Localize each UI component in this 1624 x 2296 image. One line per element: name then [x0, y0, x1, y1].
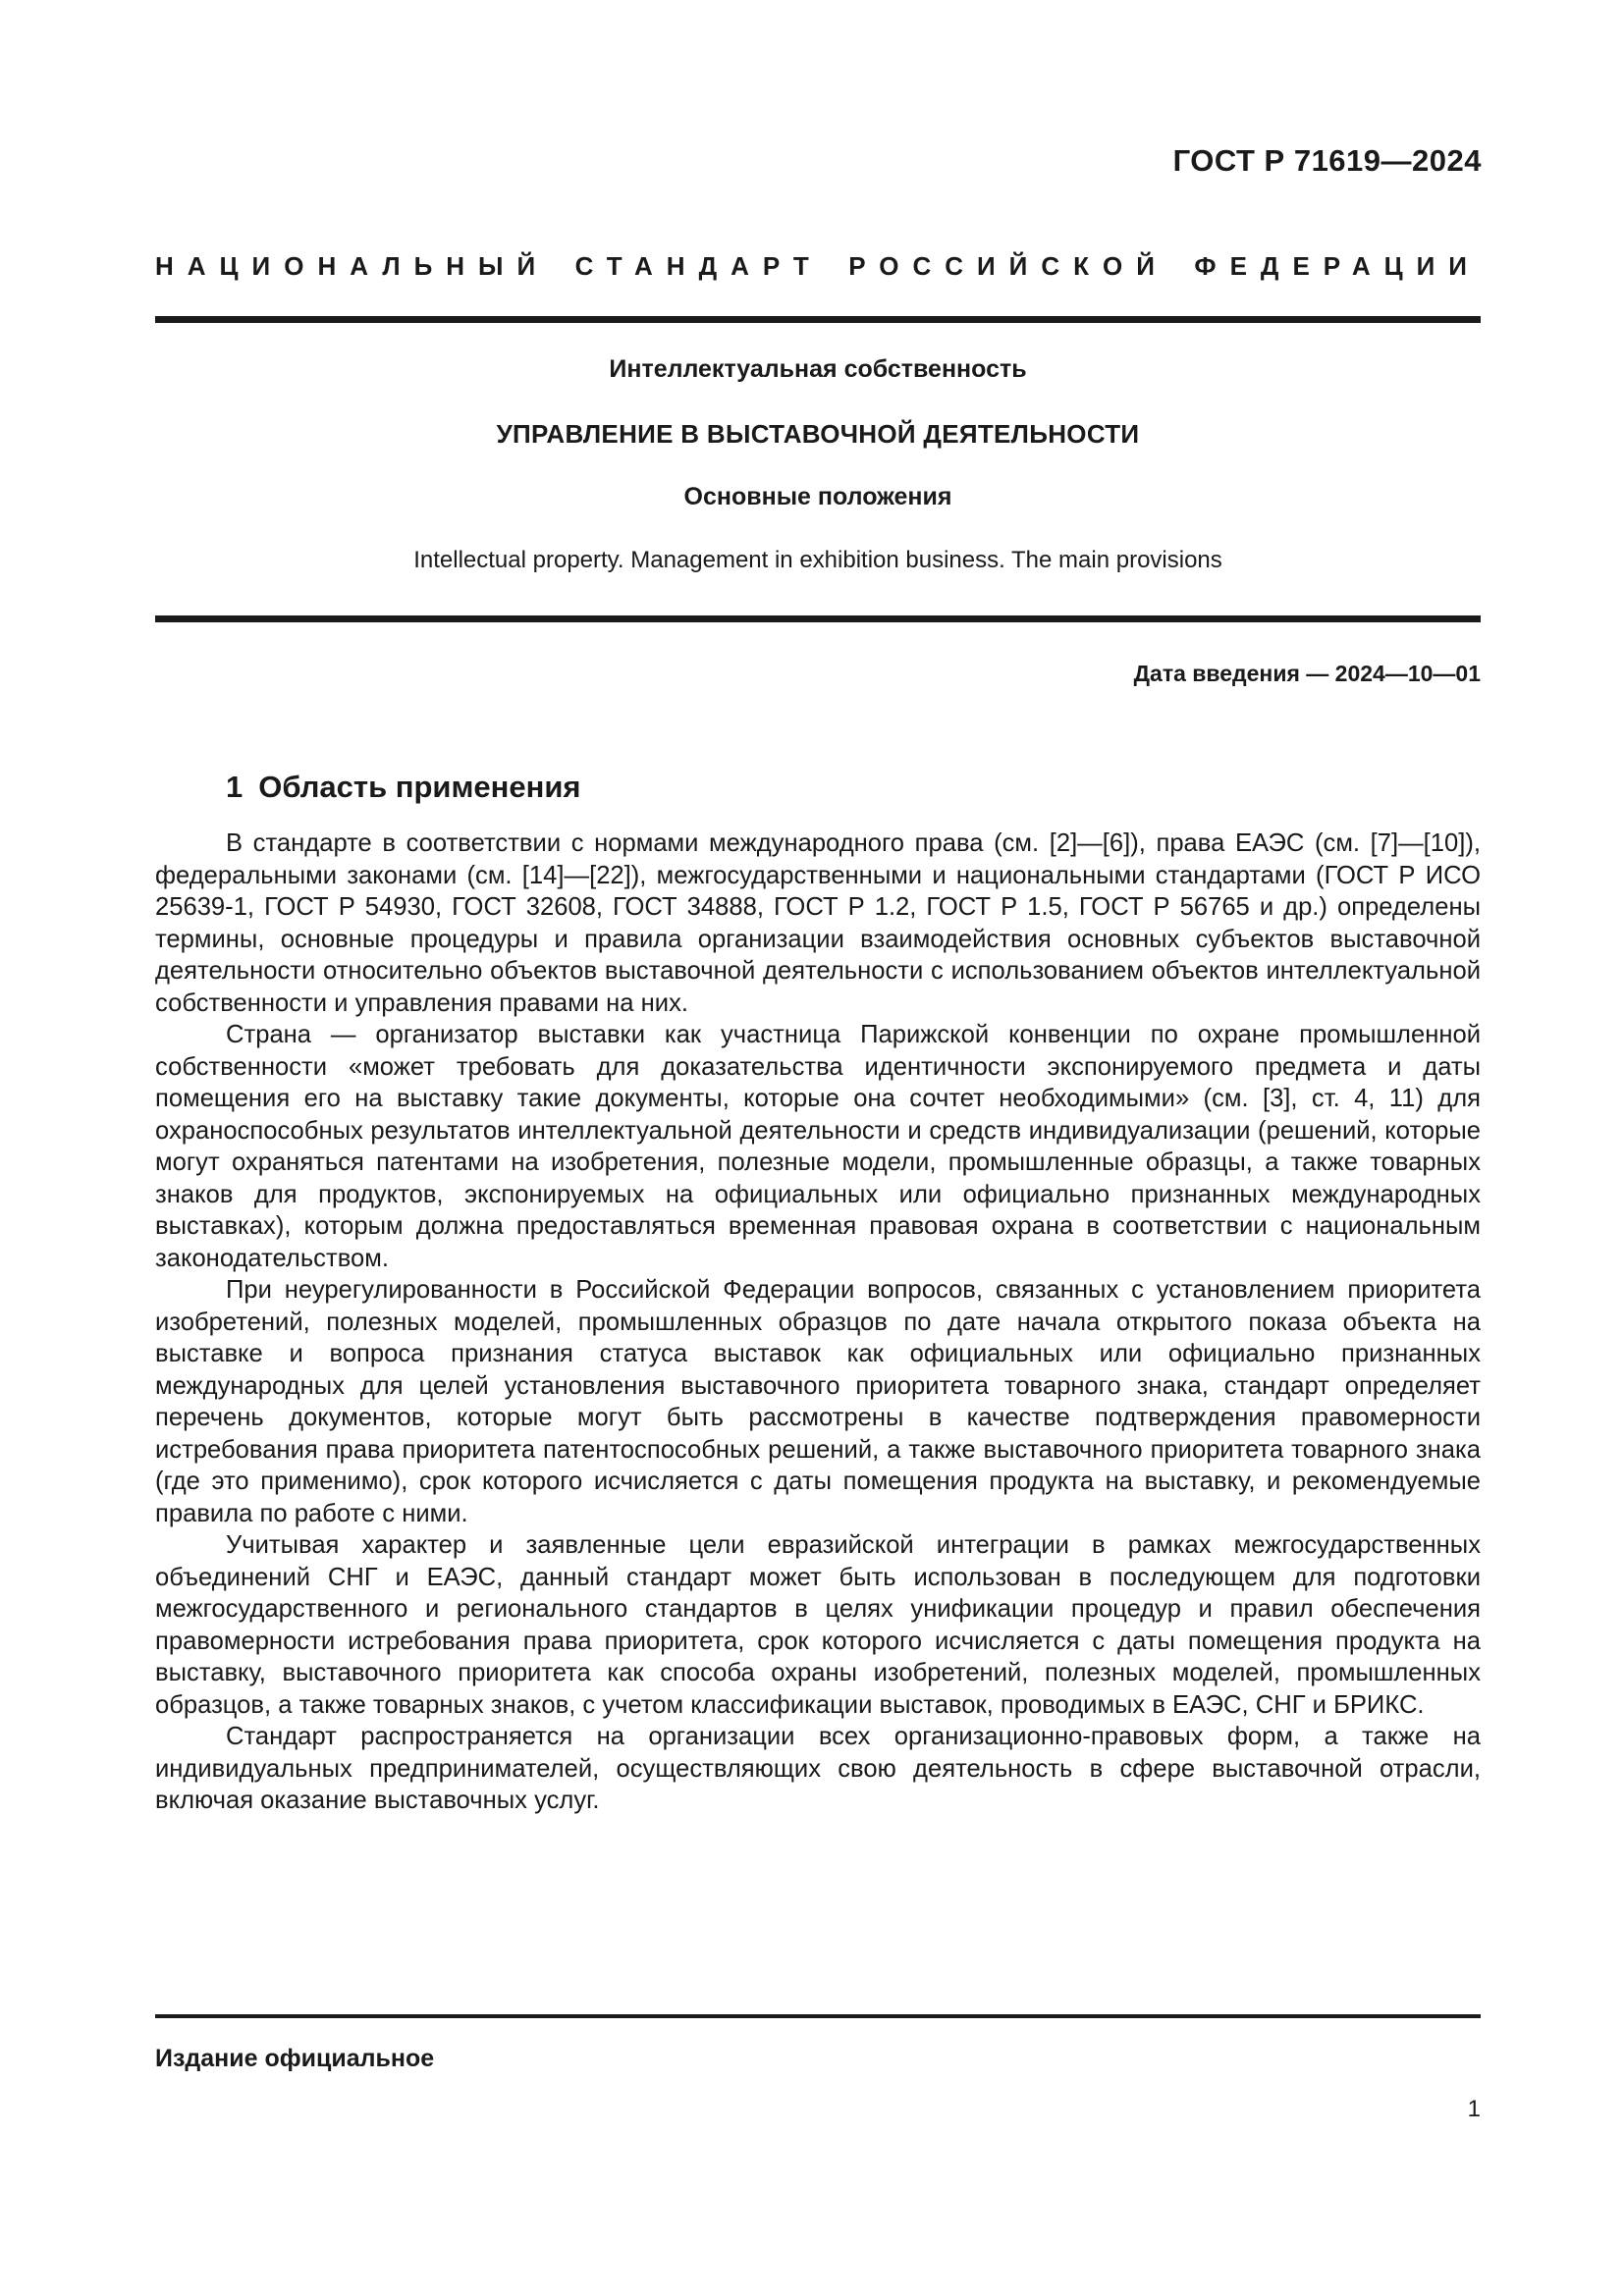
page-number: 1 [1467, 2096, 1481, 2122]
national-standard-banner: НАЦИОНАЛЬНЫЙ СТАНДАРТ РОССИЙСКОЙ ФЕДЕРАЦИИ [155, 251, 1481, 281]
section-heading [226, 770, 581, 805]
footer-divider [155, 2014, 1481, 2018]
title-subtitle: Основные положения [683, 483, 952, 510]
section-title: Область применения [258, 770, 581, 804]
paragraph: При неурегулированности в Российской Федерации вопросов, связанных с установлением приоритета изобретений, полезных моделей, промышленных образцов по дате начала открытого показа объекта на выставке и вопроса признания статуса выставок как официальных или официально признанных международных для целей установления выставочного приоритета товарного знака, стандарт определяет перечень документов, которые могут быть рассмотрены в качестве подтверждения правомерности истребования права приоритета патентоспособных решений, а также выставочного приоритета товарного знака (где это применимо), срок которого исчисляется с даты помещения продукта на выставку, и рекомендуемые правила по работе с ними. [155, 1276, 1481, 1527]
title-subject: Интеллектуальная собственность [609, 355, 1027, 383]
introduction-date: Дата введения — 2024—10—01 [1133, 661, 1481, 686]
title-main: УПРАВЛЕНИЕ В ВЫСТАВОЧНОЙ ДЕЯТЕЛЬНОСТИ [496, 419, 1140, 449]
paragraph: Стандарт распространяется на организации всех организационно-правовых форм, а также на индивидуальных предпринимателей, осуществляющих свою деятельность в сфере выставочной отрасли, включая оказание выставочных услуг. [155, 1723, 1481, 1814]
document-code: ГОСТ Р 71619—2024 [1172, 143, 1482, 178]
title-divider [155, 615, 1481, 622]
title-english: Intellectual property. Management in exhibition business. The main provisions [413, 547, 1222, 573]
edition-label: Издание официальное [155, 2045, 435, 2072]
paragraph: Учитывая характер и заявленные цели евразийской интеграции в рамках межгосударственных объединений СНГ и ЕАЭС, данный стандарт может быть использован в последующем для подготовки межгосударственного и регионального стандартов в целях унификации процедур и правил обеспечения правомерности истребования права приоритета, срок которого исчисляется с даты помещения продукта на выставку, выставочного приоритета как способа охраны изобретений, полезных моделей, промышленных образцов, а также товарных знаков, с учетом классификации выставок, проводимых в ЕАЭС, СНГ и БРИКС. [155, 1531, 1481, 1719]
top-divider [155, 316, 1481, 323]
paragraph: Страна — организатор выставки как участница Парижской конвенции по охране промышленной собственности «может требовать для доказательства идентичности экспонируемого предмета и даты помещения его на выставку такие документы, которые она сочтет необходимыми» (см. [3], ст. 4, 11) для охраноспособных результатов интеллектуальной деятельности и средств индивидуализации (решений, которые могут охраняться патентами на изобретения, полезные модели, промышленные образцы, а также товарных знаков для продуктов, экспонируемых на официальных или официально признанных международных выставках), которым должна предоставляться временная правовая охрана в соответствии с национальным законодательством. [155, 1021, 1481, 1272]
section-body [155, 828, 1481, 1817]
paragraph: В стандарте в соответствии с нормами международного права (см. [2]—[6]), права ЕАЭС (см. [7]—[10]), федеральными законами (см. [14]—[22]), межгосударственными и национальными стандартами (ГОСТ Р ИСО 25639-1, ГОСТ Р 54930, ГОСТ 32608, ГОСТ 34888, ГОСТ Р 1.2, ГОСТ Р 1.5, ГОСТ Р 56765 и др.) определены термины, основные процедуры и правила организации взаимодействия основных субъектов выставочной деятельности относительно объектов выставочной деятельности с использованием объектов интеллектуальной собственности и управления правами на них. [155, 829, 1481, 1017]
section-number: 1 [226, 770, 244, 804]
